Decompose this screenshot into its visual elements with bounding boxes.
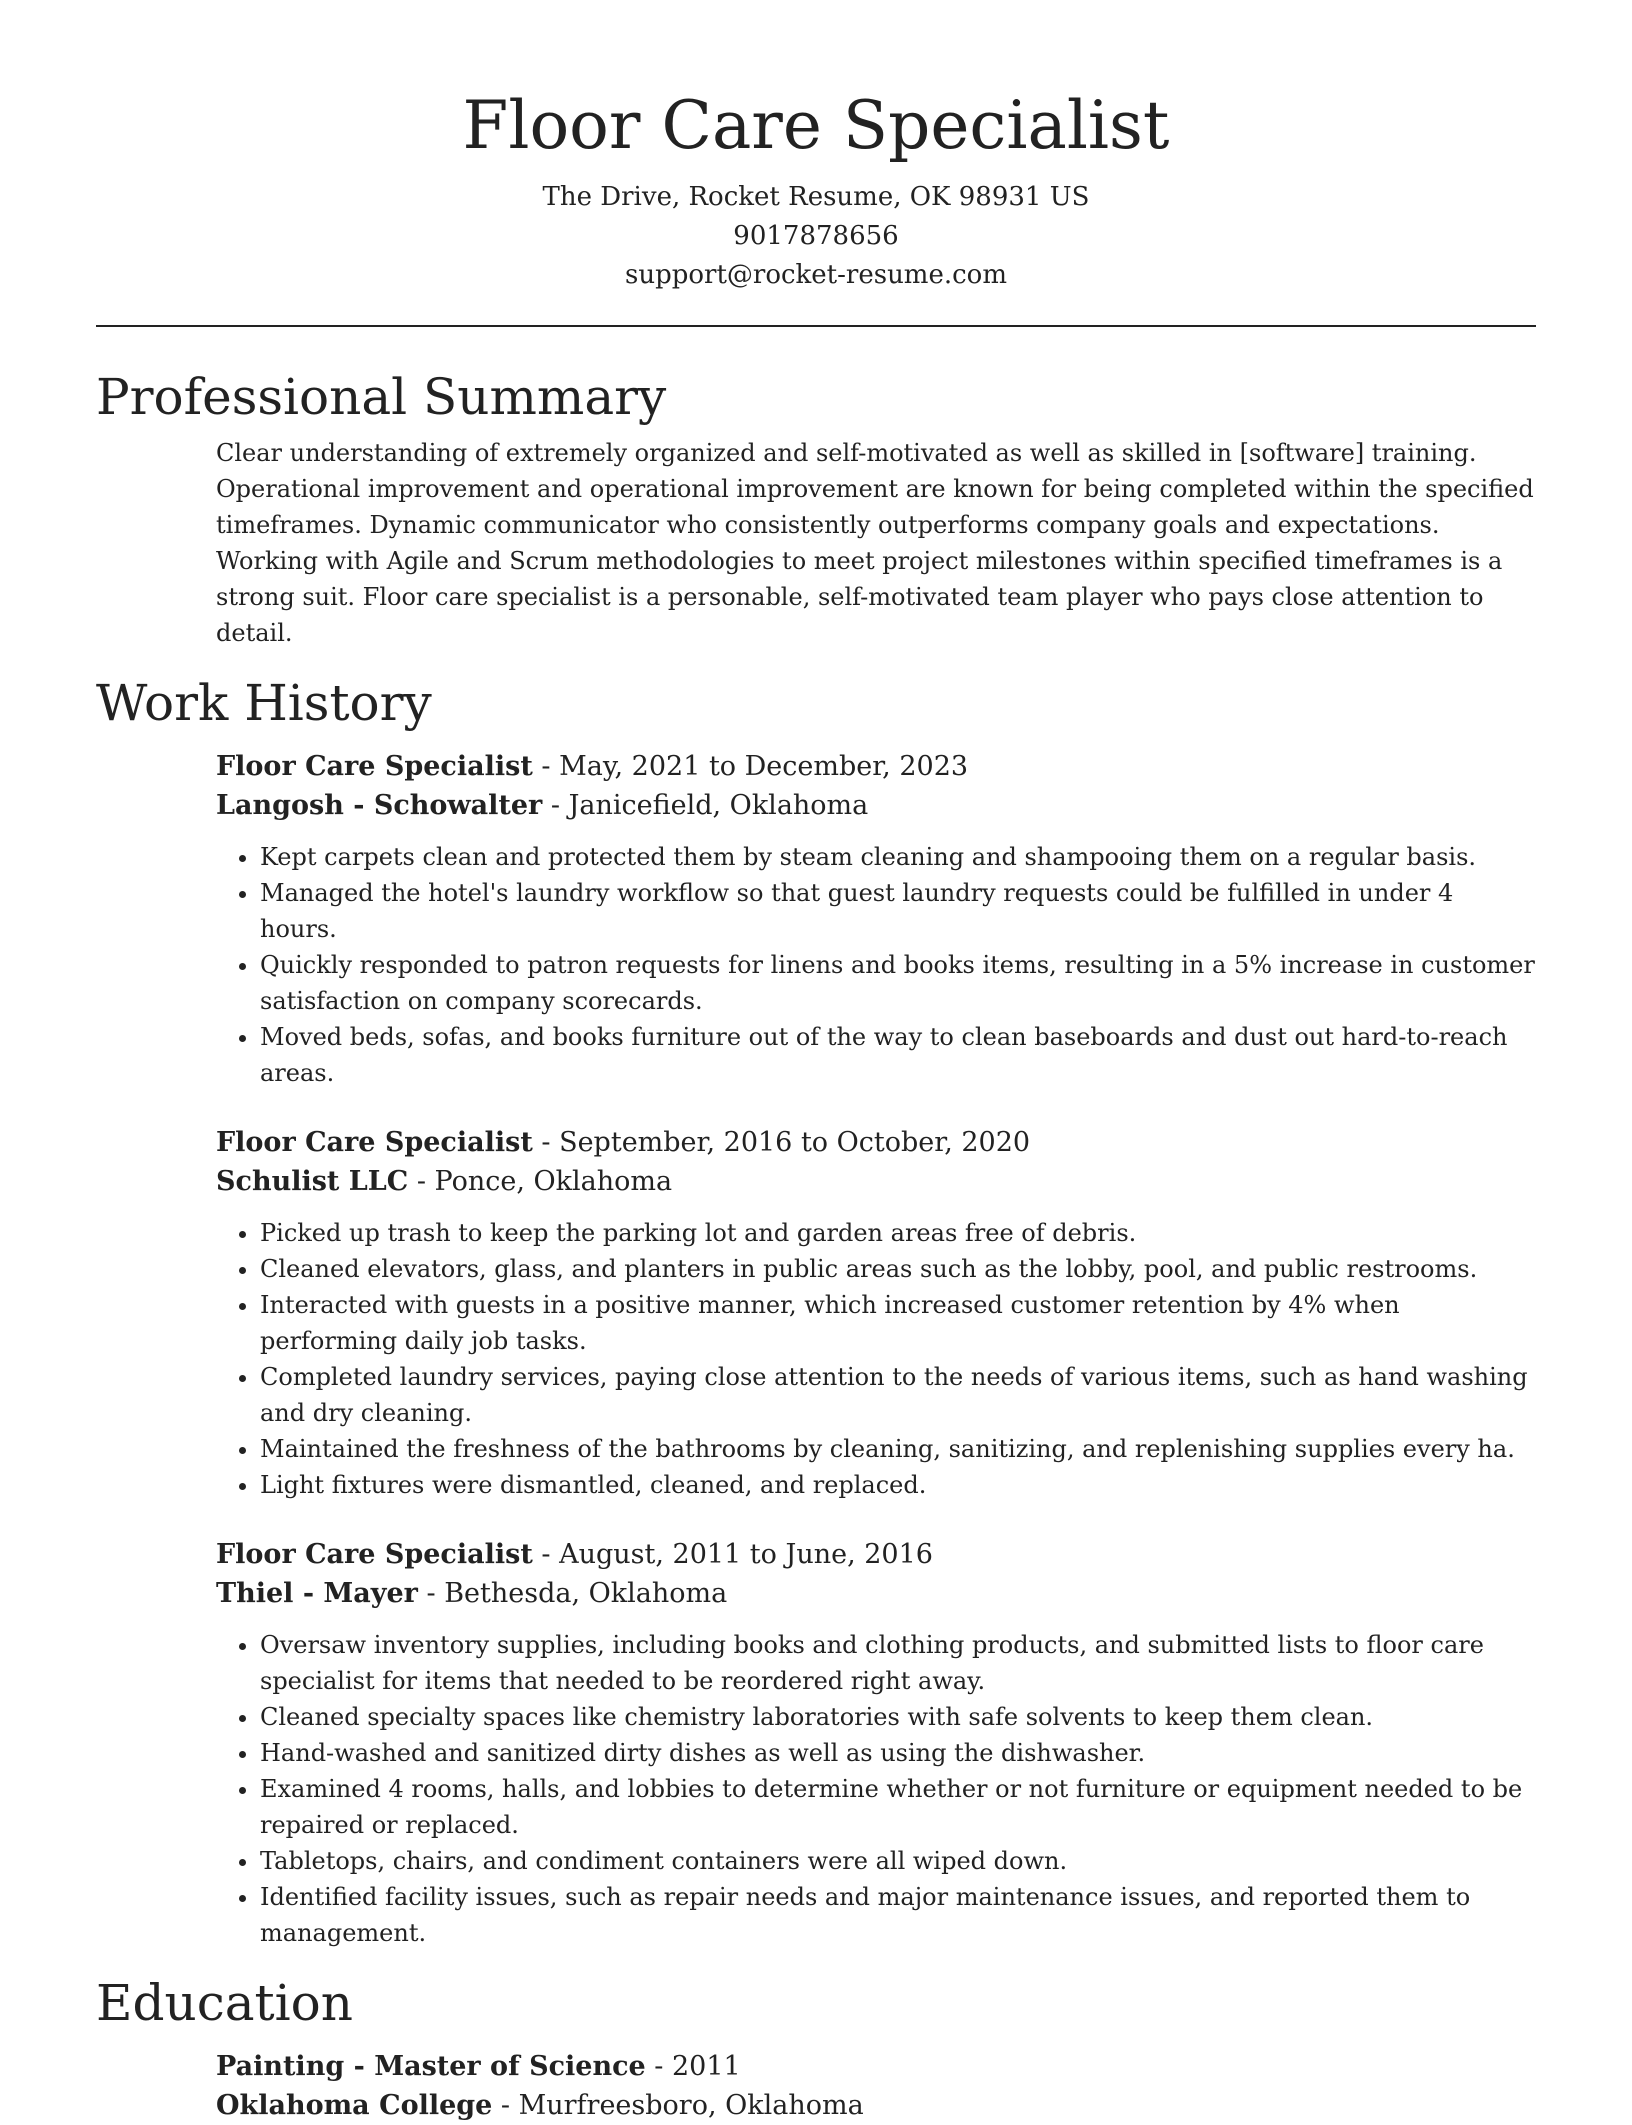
job-bullet: • Hand-washed and sanitized dirty dishes as well as using the dishwasher. <box>260 1735 1536 1771</box>
job-title-line <box>216 1123 1536 1162</box>
job-company-line <box>216 1162 1536 1201</box>
job-bullet: • Cleaned specialty spaces like chemistry laboratories with safe solvents to keep them clean. <box>260 1699 1536 1735</box>
job-location: - Janicefield, Oklahoma <box>542 790 869 821</box>
job-bullet: • Cleaned elevators, glass, and planters in public areas such as the lobby, pool, and public restrooms. <box>260 1251 1536 1287</box>
education-school-line <box>216 2086 1536 2125</box>
summary-text: Clear understanding of extremely organized and self-motivated as well as skilled in [software] training. Operational improvement and operational improvement are known for being completed within the specified timeframes. Dynamic communicator who consistently outperforms company goals and expectations. Working with Agile and Scrum methodologies to meet project milestones within specified timeframes is a strong suit. Floor care specialist is a personable, self-motivated team player who pays close attention to detail. <box>216 439 1534 647</box>
education-location: - Murfreesboro, Oklahoma <box>492 2090 864 2121</box>
job-bullet: • Kept carpets clean and protected them by steam cleaning and shampooing them on a regular basis. <box>260 839 1536 875</box>
job-role: Floor Care Specialist <box>216 751 533 782</box>
job-entry <box>96 1123 1536 1503</box>
education-year: - 2011 <box>645 2051 741 2082</box>
job-bullets <box>216 839 1536 1091</box>
job-bullet: • Moved beds, sofas, and books furniture out of the way to clean baseboards and dust out hard-to-reach areas. <box>260 1019 1536 1091</box>
contact-block <box>96 178 1536 295</box>
job-company: Thiel - Mayer <box>216 1578 418 1609</box>
job-bullet: • Examined 4 rooms, halls, and lobbies to determine whether or not furniture or equipment needed to be repaired or replaced. <box>260 1771 1536 1843</box>
email: support@rocket-resume.com <box>624 260 1007 290</box>
education-school: Oklahoma College <box>216 2090 493 2121</box>
job-bullet: • Interacted with guests in a positive manner, which increased customer retention by 4% when performing daily job tasks. <box>260 1287 1536 1359</box>
job-bullets <box>216 1627 1536 1951</box>
job-bullet: • Managed the hotel's laundry workflow so that guest laundry requests could be fulfilled in under 4 hours. <box>260 875 1536 947</box>
job-company-line <box>216 786 1536 825</box>
resume-name: Floor Care Specialist <box>462 87 1170 164</box>
education-degree-line <box>216 2047 1536 2086</box>
job-bullet: • Picked up trash to keep the parking lot and garden areas free of debris. <box>260 1215 1536 1251</box>
address: The Drive, Rocket Resume, OK 98931 US <box>542 182 1090 212</box>
phone: 9017878656 <box>733 221 899 251</box>
header-divider <box>96 325 1536 327</box>
job-bullet: • Tabletops, chairs, and condiment containers were all wiped down. <box>260 1843 1536 1879</box>
summary-heading: Professional Summary <box>96 368 667 426</box>
job-role: Floor Care Specialist <box>216 1127 533 1158</box>
job-title-line <box>216 747 1536 786</box>
job-dates: - September, 2016 to October, 2020 <box>532 1127 1031 1158</box>
job-role: Floor Care Specialist <box>216 1539 533 1570</box>
job-dates: - August, 2011 to June, 2016 <box>532 1539 933 1570</box>
job-bullet: • Maintained the freshness of the bathrooms by cleaning, sanitizing, and replenishing supplies every ha. <box>260 1431 1536 1467</box>
job-company: Schulist LLC <box>216 1166 409 1197</box>
job-bullet: • Quickly responded to patron requests for linens and books items, resulting in a 5% increase in customer satisfaction on company scorecards. <box>260 947 1536 1019</box>
job-entry <box>96 747 1536 1091</box>
work-history-heading: Work History <box>96 674 432 732</box>
job-bullet: • Oversaw inventory supplies, including books and clothing products, and submitted lists to floor care specialist for items that needed to be reordered right away. <box>260 1627 1536 1699</box>
job-bullets <box>216 1215 1536 1503</box>
job-company-line <box>216 1574 1536 1613</box>
education-heading: Education <box>96 1974 353 2032</box>
job-bullet: • Completed laundry services, paying close attention to the needs of various items, such as hand washing and dry cleaning. <box>260 1359 1536 1431</box>
job-entry <box>96 1535 1536 1951</box>
education-degree: Painting - Master of Science <box>216 2051 646 2082</box>
job-location: - Bethesda, Oklahoma <box>417 1578 728 1609</box>
job-bullet: • Light fixtures were dismantled, cleaned, and replaced. <box>260 1467 1536 1503</box>
education-entry <box>96 2047 1536 2125</box>
job-bullet: • Identified facility issues, such as repair needs and major maintenance issues, and reported them to management. <box>260 1879 1536 1951</box>
job-company: Langosh - Schowalter <box>216 790 543 821</box>
job-location: - Ponce, Oklahoma <box>408 1166 673 1197</box>
job-title-line <box>216 1535 1536 1574</box>
job-dates: - May, 2021 to December, 2023 <box>532 751 969 782</box>
